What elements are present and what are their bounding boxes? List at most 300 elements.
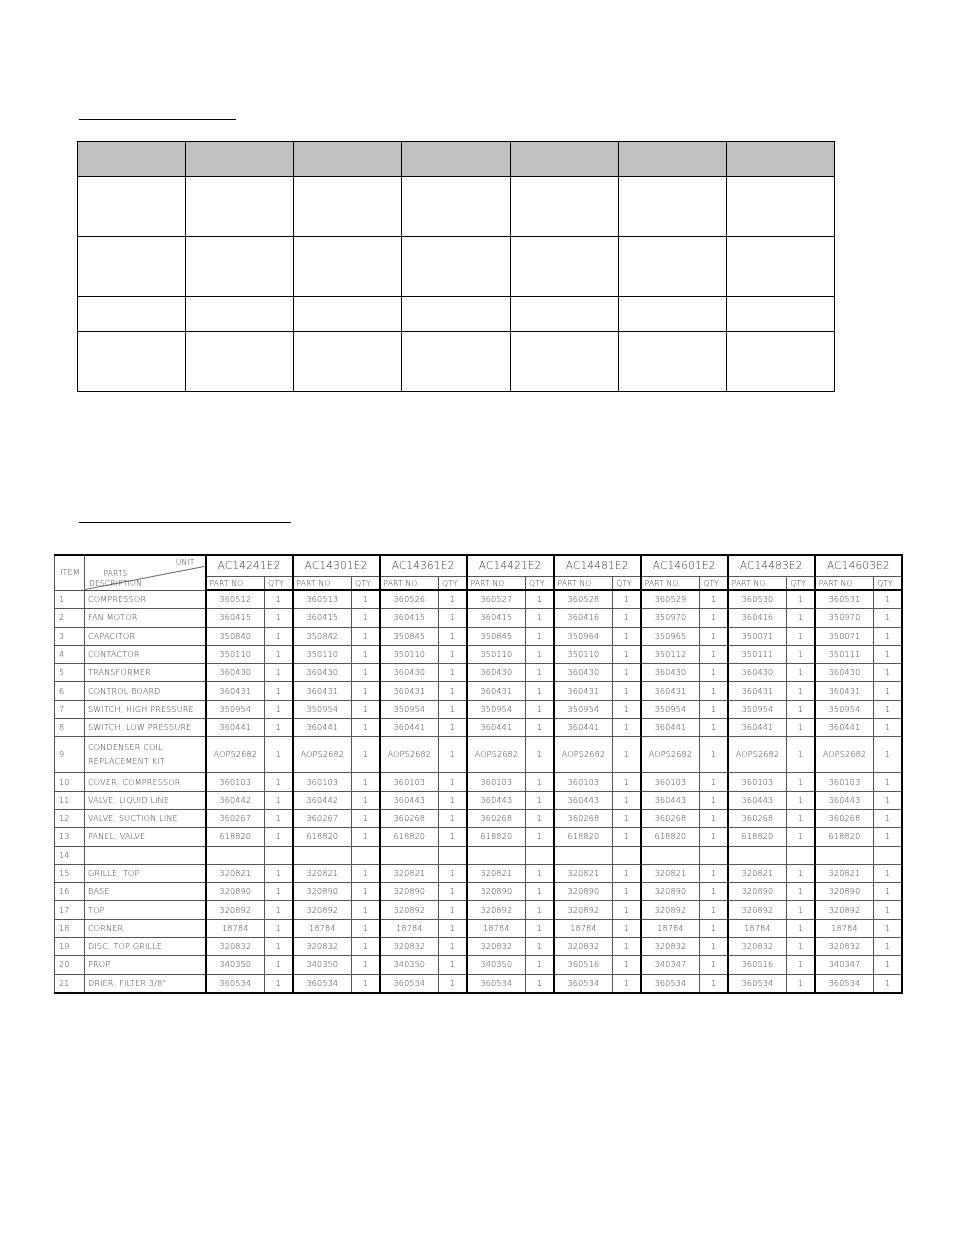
part-number: 360531: [815, 590, 874, 609]
part-qty: 1: [700, 719, 728, 737]
qty-header: QTY.: [613, 577, 641, 591]
part-qty: 1: [700, 883, 728, 901]
part-qty: 1: [700, 828, 728, 846]
part-qty: 1: [700, 938, 728, 956]
part-description: PROP: [85, 956, 206, 974]
specs-cell: [402, 237, 510, 297]
part-qty: 1: [874, 791, 902, 809]
part-number: 360103: [554, 773, 613, 791]
part-qty: 1: [700, 919, 728, 937]
part-qty: 1: [352, 682, 380, 700]
part-qty: [874, 846, 902, 864]
table-row: [55, 938, 903, 956]
part-qty: 1: [787, 737, 815, 773]
part-number: 320821: [467, 864, 526, 882]
part-number: 320892: [554, 901, 613, 919]
part-number: 350954: [380, 700, 439, 718]
part-qty: 1: [352, 719, 380, 737]
specs-cell: [402, 177, 510, 237]
part-qty: 1: [265, 609, 293, 627]
specs-table-header-row: [78, 142, 835, 177]
part-number: 360430: [467, 664, 526, 682]
part-number: 360415: [380, 609, 439, 627]
item-number: 4: [55, 645, 85, 663]
part-qty: 1: [439, 828, 467, 846]
part-qty: 1: [700, 791, 728, 809]
part-number: 350071: [728, 627, 787, 645]
part-qty: 1: [700, 809, 728, 827]
unit-model-header: AC14301E2: [293, 555, 380, 577]
part-number: 360441: [380, 719, 439, 737]
part-qty: 1: [874, 809, 902, 827]
part-number: 618820: [641, 828, 700, 846]
part-number: 320892: [815, 901, 874, 919]
part-number: 360416: [728, 609, 787, 627]
part-qty: 1: [874, 590, 902, 609]
section-title-underline-top: [79, 119, 236, 120]
part-number: 360516: [728, 956, 787, 974]
item-number: 13: [55, 828, 85, 846]
part-qty: 1: [439, 956, 467, 974]
part-number: 360431: [293, 682, 352, 700]
part-qty: 1: [787, 590, 815, 609]
part-qty: 1: [700, 627, 728, 645]
part-qty: 1: [526, 791, 554, 809]
part-number: 360103: [293, 773, 352, 791]
part-number: [467, 846, 526, 864]
part-qty: 1: [874, 609, 902, 627]
part-number: 18784: [728, 919, 787, 937]
part-qty: 1: [787, 664, 815, 682]
part-description: CONTROL BOARD: [85, 682, 206, 700]
part-number: [728, 846, 787, 864]
part-qty: 1: [439, 645, 467, 663]
part-qty: 1: [613, 609, 641, 627]
part-number: 360534: [293, 974, 352, 993]
part-number: 320892: [206, 901, 265, 919]
part-number: 350954: [728, 700, 787, 718]
part-qty: 1: [874, 938, 902, 956]
part-number: 18784: [554, 919, 613, 937]
part-number: 350110: [293, 645, 352, 663]
part-qty: 1: [265, 664, 293, 682]
part-number: 350845: [380, 627, 439, 645]
part-number: 360534: [728, 974, 787, 993]
unit-model-header: AC14241E2: [206, 555, 293, 577]
part-number: [641, 846, 700, 864]
part-qty: 1: [439, 773, 467, 791]
table-row: [55, 719, 903, 737]
part-qty: 1: [526, 809, 554, 827]
part-qty: 1: [526, 627, 554, 645]
part-qty: 1: [613, 809, 641, 827]
part-qty: 1: [439, 609, 467, 627]
part-number: 320892: [728, 901, 787, 919]
item-number: 16: [55, 883, 85, 901]
part-qty: [787, 846, 815, 864]
part-number: 360534: [467, 974, 526, 993]
part-number: 360534: [815, 974, 874, 993]
part-number: 360431: [380, 682, 439, 700]
part-qty: 1: [874, 682, 902, 700]
part-qty: 1: [265, 773, 293, 791]
part-number: 360431: [641, 682, 700, 700]
part-qty: 1: [352, 773, 380, 791]
part-qty: 1: [787, 938, 815, 956]
part-number: 320832: [206, 938, 265, 956]
part-number: 350954: [206, 700, 265, 718]
part-number: 360441: [554, 719, 613, 737]
part-number: 618820: [380, 828, 439, 846]
part-qty: 1: [352, 809, 380, 827]
part-number: 360415: [293, 609, 352, 627]
part-description: CORNER: [85, 919, 206, 937]
part-description: SWITCH, LOW PRESSURE: [85, 719, 206, 737]
part-number: 18784: [293, 919, 352, 937]
specs-cell: [186, 332, 294, 392]
specs-cell: [294, 237, 402, 297]
specs-table: [77, 141, 835, 392]
table-row: [55, 700, 903, 718]
specs-cell: [510, 237, 618, 297]
section-title-underline-parts: [79, 522, 291, 523]
table-row: [55, 974, 903, 993]
part-number: 360103: [728, 773, 787, 791]
part-number: 18784: [815, 919, 874, 937]
part-qty: 1: [613, 919, 641, 937]
item-number: 20: [55, 956, 85, 974]
part-qty: 1: [613, 864, 641, 882]
specs-cell: [402, 332, 510, 392]
part-number: 340350: [293, 956, 352, 974]
specs-row: [78, 332, 835, 392]
specs-cell: [618, 297, 726, 332]
part-number: 360441: [206, 719, 265, 737]
part-no-header: PART NO.: [554, 577, 613, 591]
part-qty: [700, 846, 728, 864]
item-number: 2: [55, 609, 85, 627]
part-qty: 1: [613, 737, 641, 773]
part-number: 360441: [728, 719, 787, 737]
specs-cell: [510, 177, 618, 237]
part-qty: 1: [265, 791, 293, 809]
part-description: GRILLE, TOP: [85, 864, 206, 882]
part-number: 350110: [467, 645, 526, 663]
part-number: [206, 846, 265, 864]
part-qty: 1: [874, 645, 902, 663]
table-row: [55, 791, 903, 809]
part-qty: 1: [439, 901, 467, 919]
part-qty: 1: [265, 809, 293, 827]
part-qty: 1: [439, 938, 467, 956]
part-number: AOPS2682: [815, 737, 874, 773]
part-qty: 1: [265, 682, 293, 700]
part-no-header: PART NO.: [206, 577, 265, 591]
part-qty: 1: [613, 719, 641, 737]
part-qty: 1: [874, 864, 902, 882]
part-number: 360443: [815, 791, 874, 809]
specs-cell: [78, 297, 186, 332]
item-number: 12: [55, 809, 85, 827]
part-description: SWITCH, HIGH PRESSURE: [85, 700, 206, 718]
item-number: 18: [55, 919, 85, 937]
part-number: 360530: [728, 590, 787, 609]
item-number: 8: [55, 719, 85, 737]
item-number: 17: [55, 901, 85, 919]
part-qty: 1: [613, 627, 641, 645]
table-row: [55, 609, 903, 627]
part-number: 320821: [554, 864, 613, 882]
specs-cell: [402, 297, 510, 332]
part-number: 360430: [293, 664, 352, 682]
part-number: 360431: [467, 682, 526, 700]
part-number: 360268: [467, 809, 526, 827]
part-qty: 1: [787, 864, 815, 882]
part-number: 350970: [641, 609, 700, 627]
part-number: 350964: [554, 627, 613, 645]
part-qty: 1: [874, 919, 902, 937]
part-number: 320832: [728, 938, 787, 956]
part-number: 350071: [815, 627, 874, 645]
part-number: 360430: [380, 664, 439, 682]
part-qty: 1: [700, 682, 728, 700]
part-number: 360103: [815, 773, 874, 791]
part-number: 320821: [728, 864, 787, 882]
part-number: 350110: [554, 645, 613, 663]
part-number: [293, 846, 352, 864]
part-number: 320832: [815, 938, 874, 956]
part-qty: 1: [874, 664, 902, 682]
part-number: 18784: [380, 919, 439, 937]
part-number: 360431: [728, 682, 787, 700]
part-qty: 1: [265, 956, 293, 974]
parts-description-label: [89, 569, 142, 589]
part-no-header: PART NO.: [467, 577, 526, 591]
part-qty: 1: [265, 645, 293, 663]
part-qty: [265, 846, 293, 864]
part-number: 360415: [467, 609, 526, 627]
part-number: 350110: [206, 645, 265, 663]
part-qty: 1: [787, 901, 815, 919]
table-row: [55, 919, 903, 937]
part-number: 350111: [815, 645, 874, 663]
parts-label-line1: PARTS: [103, 569, 128, 578]
part-number: 360534: [380, 974, 439, 993]
part-number: 340350: [206, 956, 265, 974]
item-number: 10: [55, 773, 85, 791]
part-qty: 1: [352, 938, 380, 956]
part-qty: 1: [352, 901, 380, 919]
specs-cell: [510, 297, 618, 332]
part-number: 18784: [206, 919, 265, 937]
item-number: 7: [55, 700, 85, 718]
part-qty: 1: [526, 664, 554, 682]
part-qty: 1: [787, 809, 815, 827]
table-row: [55, 864, 903, 882]
part-qty: 1: [874, 828, 902, 846]
specs-cell: [186, 297, 294, 332]
part-qty: 1: [700, 864, 728, 882]
part-number: 360441: [815, 719, 874, 737]
part-description: VALVE, SUCTION LINE: [85, 809, 206, 827]
part-description: TRANSFORMER: [85, 664, 206, 682]
part-qty: 1: [526, 956, 554, 974]
part-number: 340347: [641, 956, 700, 974]
part-number: 340350: [467, 956, 526, 974]
specs-cell: [186, 177, 294, 237]
part-number: 360441: [641, 719, 700, 737]
part-qty: 1: [439, 682, 467, 700]
parts-label-line2: DESCRIPTION: [89, 579, 142, 588]
unit-header-row: [55, 555, 903, 577]
part-qty: 1: [613, 773, 641, 791]
item-number: 15: [55, 864, 85, 882]
specs-cell: [510, 332, 618, 392]
part-number: 360513: [293, 590, 352, 609]
part-number: 360268: [380, 809, 439, 827]
part-qty: 1: [787, 682, 815, 700]
part-qty: 1: [787, 700, 815, 718]
part-qty: 1: [700, 974, 728, 993]
part-qty: 1: [874, 901, 902, 919]
part-number: 320832: [293, 938, 352, 956]
part-number: 350954: [293, 700, 352, 718]
part-qty: 1: [265, 590, 293, 609]
part-number: AOPS2682: [380, 737, 439, 773]
part-number: 320890: [206, 883, 265, 901]
part-qty: 1: [787, 719, 815, 737]
part-number: 320892: [467, 901, 526, 919]
unit-model-header: AC14361E2: [380, 555, 467, 577]
part-qty: 1: [352, 627, 380, 645]
part-number: 360431: [815, 682, 874, 700]
part-qty: 1: [613, 828, 641, 846]
part-description: CAPACITOR: [85, 627, 206, 645]
part-no-header: PART NO.: [293, 577, 352, 591]
part-qty: 1: [265, 700, 293, 718]
part-number: 350954: [641, 700, 700, 718]
part-description: COVER, COMPRESSOR: [85, 773, 206, 791]
part-number: 320892: [380, 901, 439, 919]
part-number: 360267: [293, 809, 352, 827]
part-qty: 1: [613, 664, 641, 682]
specs-header-cell: [726, 142, 834, 177]
part-qty: 1: [787, 883, 815, 901]
part-number: 320892: [641, 901, 700, 919]
unit-model-header: AC14601E2: [641, 555, 728, 577]
part-number: 320832: [380, 938, 439, 956]
qty-header: QTY.: [526, 577, 554, 591]
part-number: 360103: [641, 773, 700, 791]
unit-model-header: AC14603E2: [815, 555, 902, 577]
part-description: VALVE, LIQUID LINE: [85, 791, 206, 809]
part-number: [380, 846, 439, 864]
item-number: 6: [55, 682, 85, 700]
part-number: [554, 846, 613, 864]
part-number: 340347: [815, 956, 874, 974]
part-qty: 1: [526, 682, 554, 700]
part-qty: 1: [526, 864, 554, 882]
part-qty: 1: [613, 791, 641, 809]
part-description: FAN MOTOR: [85, 609, 206, 627]
part-number: 360415: [206, 609, 265, 627]
part-qty: 1: [352, 609, 380, 627]
table-row: [55, 737, 903, 773]
part-qty: 1: [352, 919, 380, 937]
part-number: 360534: [554, 974, 613, 993]
part-number: 350954: [554, 700, 613, 718]
specs-header-cell: [510, 142, 618, 177]
qty-header: QTY.: [787, 577, 815, 591]
part-number: AOPS2682: [554, 737, 613, 773]
part-number: AOPS2682: [641, 737, 700, 773]
part-number: 320890: [554, 883, 613, 901]
part-qty: 1: [526, 974, 554, 993]
specs-cell: [294, 297, 402, 332]
part-number: 360430: [641, 664, 700, 682]
part-number: 320821: [641, 864, 700, 882]
item-number: 1: [55, 590, 85, 609]
part-qty: 1: [874, 974, 902, 993]
part-qty: 1: [613, 938, 641, 956]
part-qty: 1: [265, 919, 293, 937]
part-qty: 1: [874, 737, 902, 773]
part-number: 350110: [380, 645, 439, 663]
part-number: 320821: [293, 864, 352, 882]
table-row: [55, 883, 903, 901]
specs-cell: [726, 297, 834, 332]
specs-header-cell: [402, 142, 510, 177]
item-number: 19: [55, 938, 85, 956]
part-number: 320821: [380, 864, 439, 882]
part-number: 360443: [641, 791, 700, 809]
specs-row: [78, 237, 835, 297]
part-qty: 1: [787, 609, 815, 627]
part-number: 360534: [641, 974, 700, 993]
part-number: AOPS2682: [206, 737, 265, 773]
part-qty: 1: [526, 719, 554, 737]
part-qty: 1: [613, 590, 641, 609]
part-description: TOP: [85, 901, 206, 919]
part-number: 360431: [554, 682, 613, 700]
part-qty: 1: [700, 700, 728, 718]
part-qty: 1: [265, 864, 293, 882]
part-qty: 1: [439, 864, 467, 882]
part-number: 18784: [641, 919, 700, 937]
part-number: 360416: [554, 609, 613, 627]
part-qty: 1: [700, 590, 728, 609]
part-qty: 1: [874, 719, 902, 737]
part-qty: 1: [613, 700, 641, 718]
unit-label: UNIT: [175, 558, 195, 567]
part-qty: 1: [526, 901, 554, 919]
part-qty: 1: [439, 809, 467, 827]
part-qty: 1: [787, 919, 815, 937]
part-qty: 1: [700, 645, 728, 663]
part-qty: 1: [265, 974, 293, 993]
part-number: 320890: [815, 883, 874, 901]
part-qty: 1: [787, 627, 815, 645]
part-number: 618820: [728, 828, 787, 846]
part-number: 360441: [467, 719, 526, 737]
item-number: 21: [55, 974, 85, 993]
part-qty: 1: [265, 901, 293, 919]
part-qty: 1: [700, 773, 728, 791]
table-row: [55, 956, 903, 974]
part-number: 360512: [206, 590, 265, 609]
part-qty: 1: [874, 883, 902, 901]
part-number: 360529: [641, 590, 700, 609]
